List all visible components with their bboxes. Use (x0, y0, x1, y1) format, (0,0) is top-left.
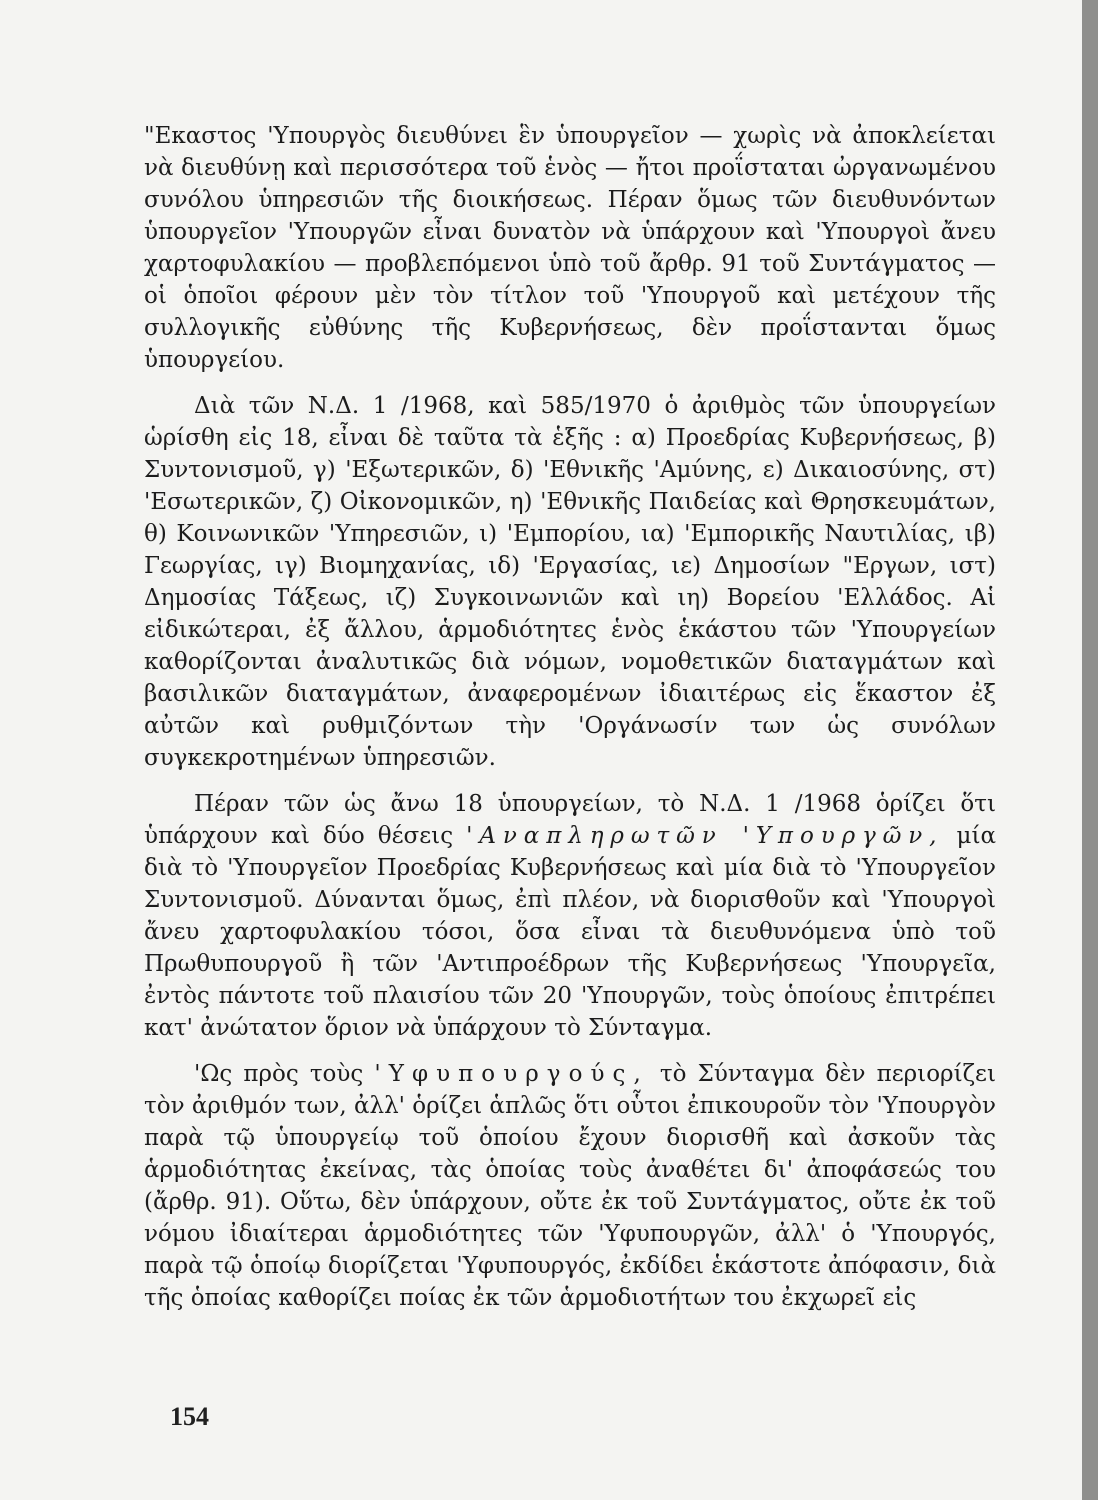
page-body (144, 120, 996, 1328)
paragraph-3-text-before: Πέραν τῶν ὡς ἄνω 18 ὑπουργείων, τὸ Ν.Δ. 1 /1968 ὁρίζει ὅτι ὑπάρχουν καὶ δύο θέσεις (144, 791, 996, 849)
paragraph-4-text-before: 'Ως πρὸς τοὺς (194, 1061, 375, 1087)
paragraph-3-text-after: μία διὰ τὸ 'Υπουργεῖον Προεδρίας Κυβερνήσεως καὶ μία διὰ τὸ 'Υπουργεῖον Συντονισμοῦ. Δύνανται ὅμως, ἐπὶ πλέον, νὰ διορισθοῦν καὶ 'Υπουργοὶ ἄνευ χαρτοφυλακίου τόσοι, ὅσα εἶναι τὰ διευθυνόμενα ὑπὸ τοῦ Πρωθυπουργοῦ ἢ τῶν 'Αντιπροέδρων τῆς Κυβερνήσεως 'Υπουργεῖα, ἐντὸς πάντοτε τοῦ πλαισίου τῶν 20 'Υπουργῶν, τοὺς ὁποίους ἐπιτρέπει κατ' ἀνώτατον ὅριον νὰ ὑπάρχουν τὸ Σύνταγμα. (144, 823, 997, 1041)
paragraph-4-emphasis: 'Υφυπουργούς, (374, 1061, 649, 1087)
paragraph-3 (144, 788, 996, 1044)
paragraph-4 (144, 1058, 996, 1314)
paragraph-4-text-after: τὸ Σύνταγμα δὲν περιορίζει τὸν ἀριθμόν των, ἀλλ' ὁρίζει ἁπλῶς ὅτι οὗτοι ἐπικουροῦν τὸν 'Υπουργὸν παρὰ τῷ ὑπουργείῳ τοῦ ὁποίου ἔχουν διορισθῆ καὶ ἀσκοῦν τὰς ἁρμοδιότητας ἐκείνας, τὰς ὁποίας τοὺς ἀναθέτει δι' ἀποφάσεώς του (ἄρθρ. 91). Οὕτω, δὲν ὑπάρχουν, οὔτε ἐκ τοῦ Συντάγματος, οὔτε ἐκ τοῦ νόμου ἰδιαίτεραι ἁρμοδιότητες τῶν 'Υφυπουργῶν, ἀλλ' ὁ 'Υπουργός, παρὰ τῷ ὁποίῳ διορίζεται 'Υφυπουργός, ἐκδίδει ἑκάστοτε ἀπόφασιν, διὰ τῆς ὁποίας καθορίζει ποίας ἐκ τῶν ἁρμοδιοτήτων του ἐκχωρεῖ εἰς (144, 1061, 996, 1311)
page-edge-shadow (1082, 0, 1098, 1500)
paragraph-1: "Εκαστος 'Υπουργὸς διευθύνει ἓν ὑπουργεῖον — χωρὶς νὰ ἀποκλείεται νὰ διευθύνῃ καὶ περισσότερα τοῦ ἑνὸς — ἤτοι προΐσταται ὠργανωμένου συνόλου ὑπηρεσιῶν τῆς διοικήσεως. Πέραν ὅμως τῶν διευθυνόντων ὑπουργεῖον 'Υπουργῶν εἶναι δυνατὸν νὰ ὑπάρχουν καὶ 'Υπουργοὶ ἄνευ χαρτοφυλακίου — προβλεπόμενοι ὑπὸ τοῦ ἄρθρ. 91 τοῦ Συντάγματος — οἱ ὁποῖοι φέρουν μὲν τὸν τίτλον τοῦ 'Υπουργοῦ καὶ μετέχουν τῆς συλλογικῆς εὐθύνης τῆς Κυβερνήσεως, δὲν προΐστανται ὅμως ὑπουργείου. (144, 123, 996, 373)
page-number: 154 (170, 1402, 209, 1431)
paragraph-2: Διὰ τῶν Ν.Δ. 1 /1968, καὶ 585/1970 ὁ ἀριθμὸς τῶν ὑπουργείων ὡρίσθη εἰς 18, εἶναι δὲ ταῦτα τὰ ἑξῆς : α) Προεδρίας Κυβερνήσεως, β) Συντονισμοῦ, γ) 'Εξωτερικῶν, δ) 'Εθνικῆς 'Αμύνης, ε) Δικαιοσύνης, στ) 'Εσωτερικῶν, ζ) Οἰκονομικῶν, η) 'Εθνικῆς Παιδείας καὶ Θρησκευμάτων, θ) Κοινωνικῶν 'Υπηρεσιῶν, ι) 'Εμπορίου, ια) 'Εμπορικῆς Ναυτιλίας, ιβ) Γεωργίας, ιγ) Βιομηχανίας, ιδ) 'Εργασίας, ιε) Δημοσίων "Εργων, ιστ) Δημοσίας Τάξεως, ιζ) Συγκοινωνιῶν καὶ ιη) Βορείου 'Ελλάδος. Αἱ εἰδικώτεραι, ἐξ ἄλλου, ἁρμοδιότητες ἑνὸς ἑκάστου τῶν 'Υπουργείων καθορίζονται ἀναλυτικῶς διὰ νόμων, νομοθετικῶν διαταγμάτων καὶ βασιλικῶν διαταγμάτων, ἀναφερομένων ἰδιαιτέρως εἰς ἕκαστον ἐξ αὐτῶν καὶ ρυθμιζόντων τὴν 'Οργάνωσίν των ὡς συνόλων συγκεκροτημένων ὑπηρεσιῶν. (144, 393, 996, 771)
paragraph-3-emphasis: 'Αναπληρωτῶν 'Υπουργῶν, (466, 823, 944, 849)
